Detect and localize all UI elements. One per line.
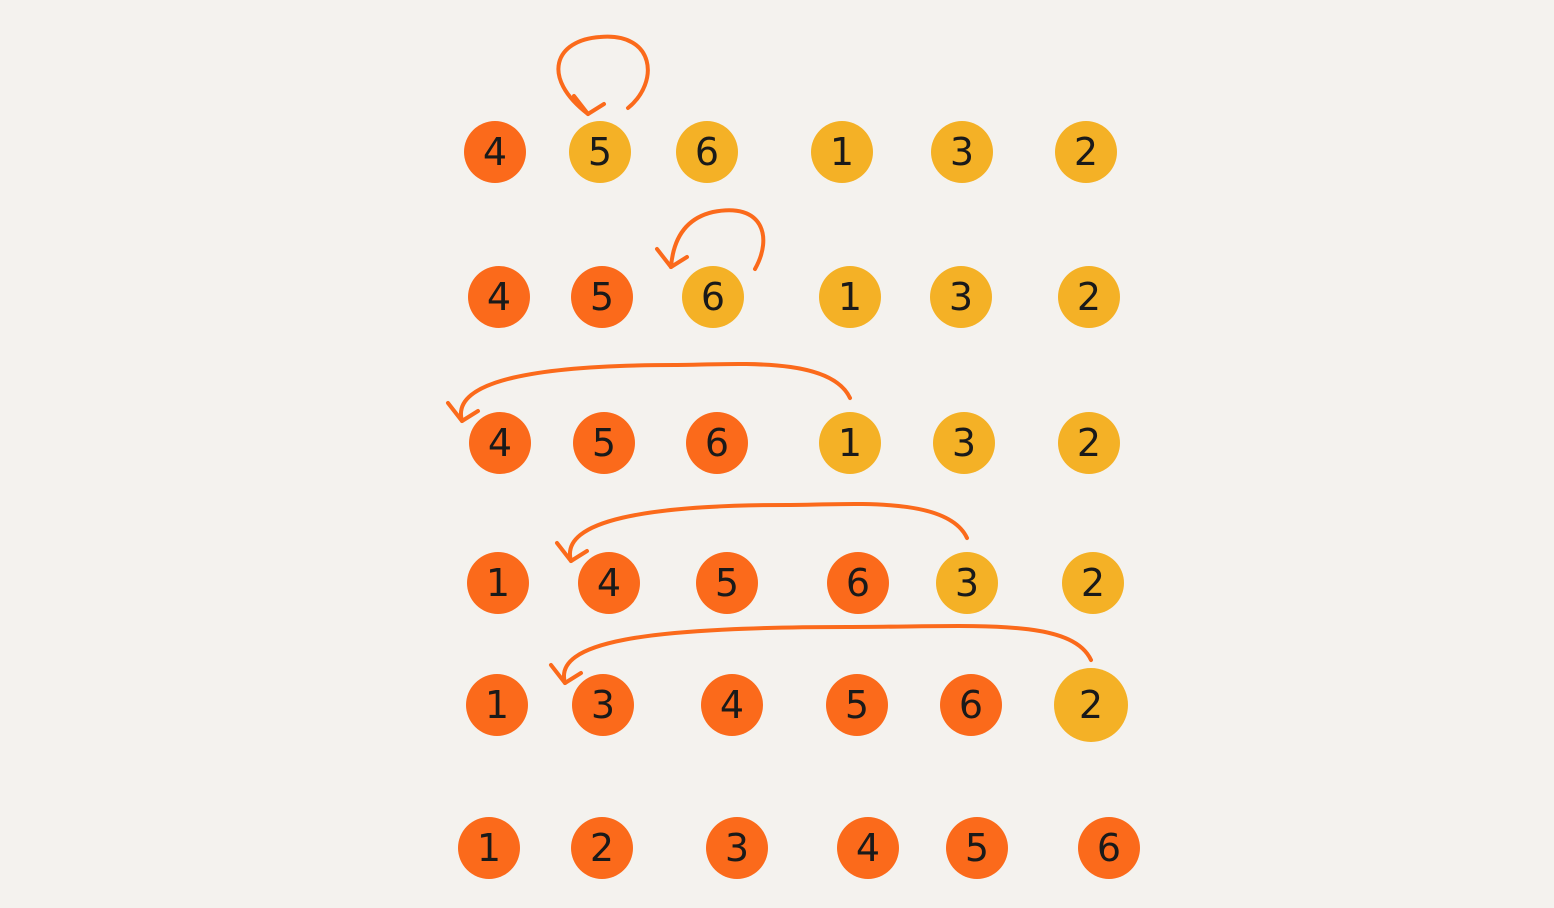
ball-value: 1 <box>829 130 855 174</box>
ball-value: 4 <box>487 421 513 465</box>
ball-value: 5 <box>844 683 870 727</box>
ball-value: 5 <box>589 275 615 319</box>
sort-step-row <box>467 504 1124 614</box>
ball-value: 1 <box>485 561 511 605</box>
sort-step-row <box>464 37 1117 183</box>
ball-value: 3 <box>949 130 975 174</box>
sort-step-row <box>466 626 1128 742</box>
ball-value: 2 <box>1073 130 1099 174</box>
move-arrow-head <box>574 96 604 114</box>
ball-value: 5 <box>714 561 740 605</box>
ball-value: 6 <box>700 275 726 319</box>
ball-value: 1 <box>837 275 863 319</box>
ball-value: 6 <box>704 421 730 465</box>
ball-value: 6 <box>845 561 871 605</box>
ball-value: 6 <box>958 683 984 727</box>
ball-value: 1 <box>837 421 863 465</box>
ball-value: 1 <box>476 826 502 870</box>
ball-value: 3 <box>951 421 977 465</box>
ball-value: 3 <box>948 275 974 319</box>
ball-value: 4 <box>855 826 881 870</box>
ball-value: 4 <box>719 683 745 727</box>
ball-value: 6 <box>694 130 720 174</box>
move-arrow <box>461 364 850 421</box>
ball-value: 1 <box>484 683 510 727</box>
ball-value: 5 <box>587 130 613 174</box>
ball-value: 6 <box>1096 826 1122 870</box>
ball-value: 3 <box>724 826 750 870</box>
sort-step-row <box>468 210 1120 328</box>
ball-value: 4 <box>482 130 508 174</box>
ball-value: 2 <box>1078 683 1104 727</box>
ball-value: 2 <box>589 826 615 870</box>
sort-step-row <box>458 817 1140 879</box>
ball-value: 2 <box>1076 275 1102 319</box>
ball-value: 2 <box>1076 421 1102 465</box>
ball-value: 5 <box>964 826 990 870</box>
ball-value: 4 <box>596 561 622 605</box>
ball-value: 5 <box>591 421 617 465</box>
move-arrow <box>564 626 1091 683</box>
ball-value: 3 <box>590 683 616 727</box>
ball-value: 2 <box>1080 561 1106 605</box>
move-arrow <box>570 504 967 561</box>
ball-value: 3 <box>954 561 980 605</box>
sort-step-row <box>448 364 1120 474</box>
ball-value: 4 <box>486 275 512 319</box>
